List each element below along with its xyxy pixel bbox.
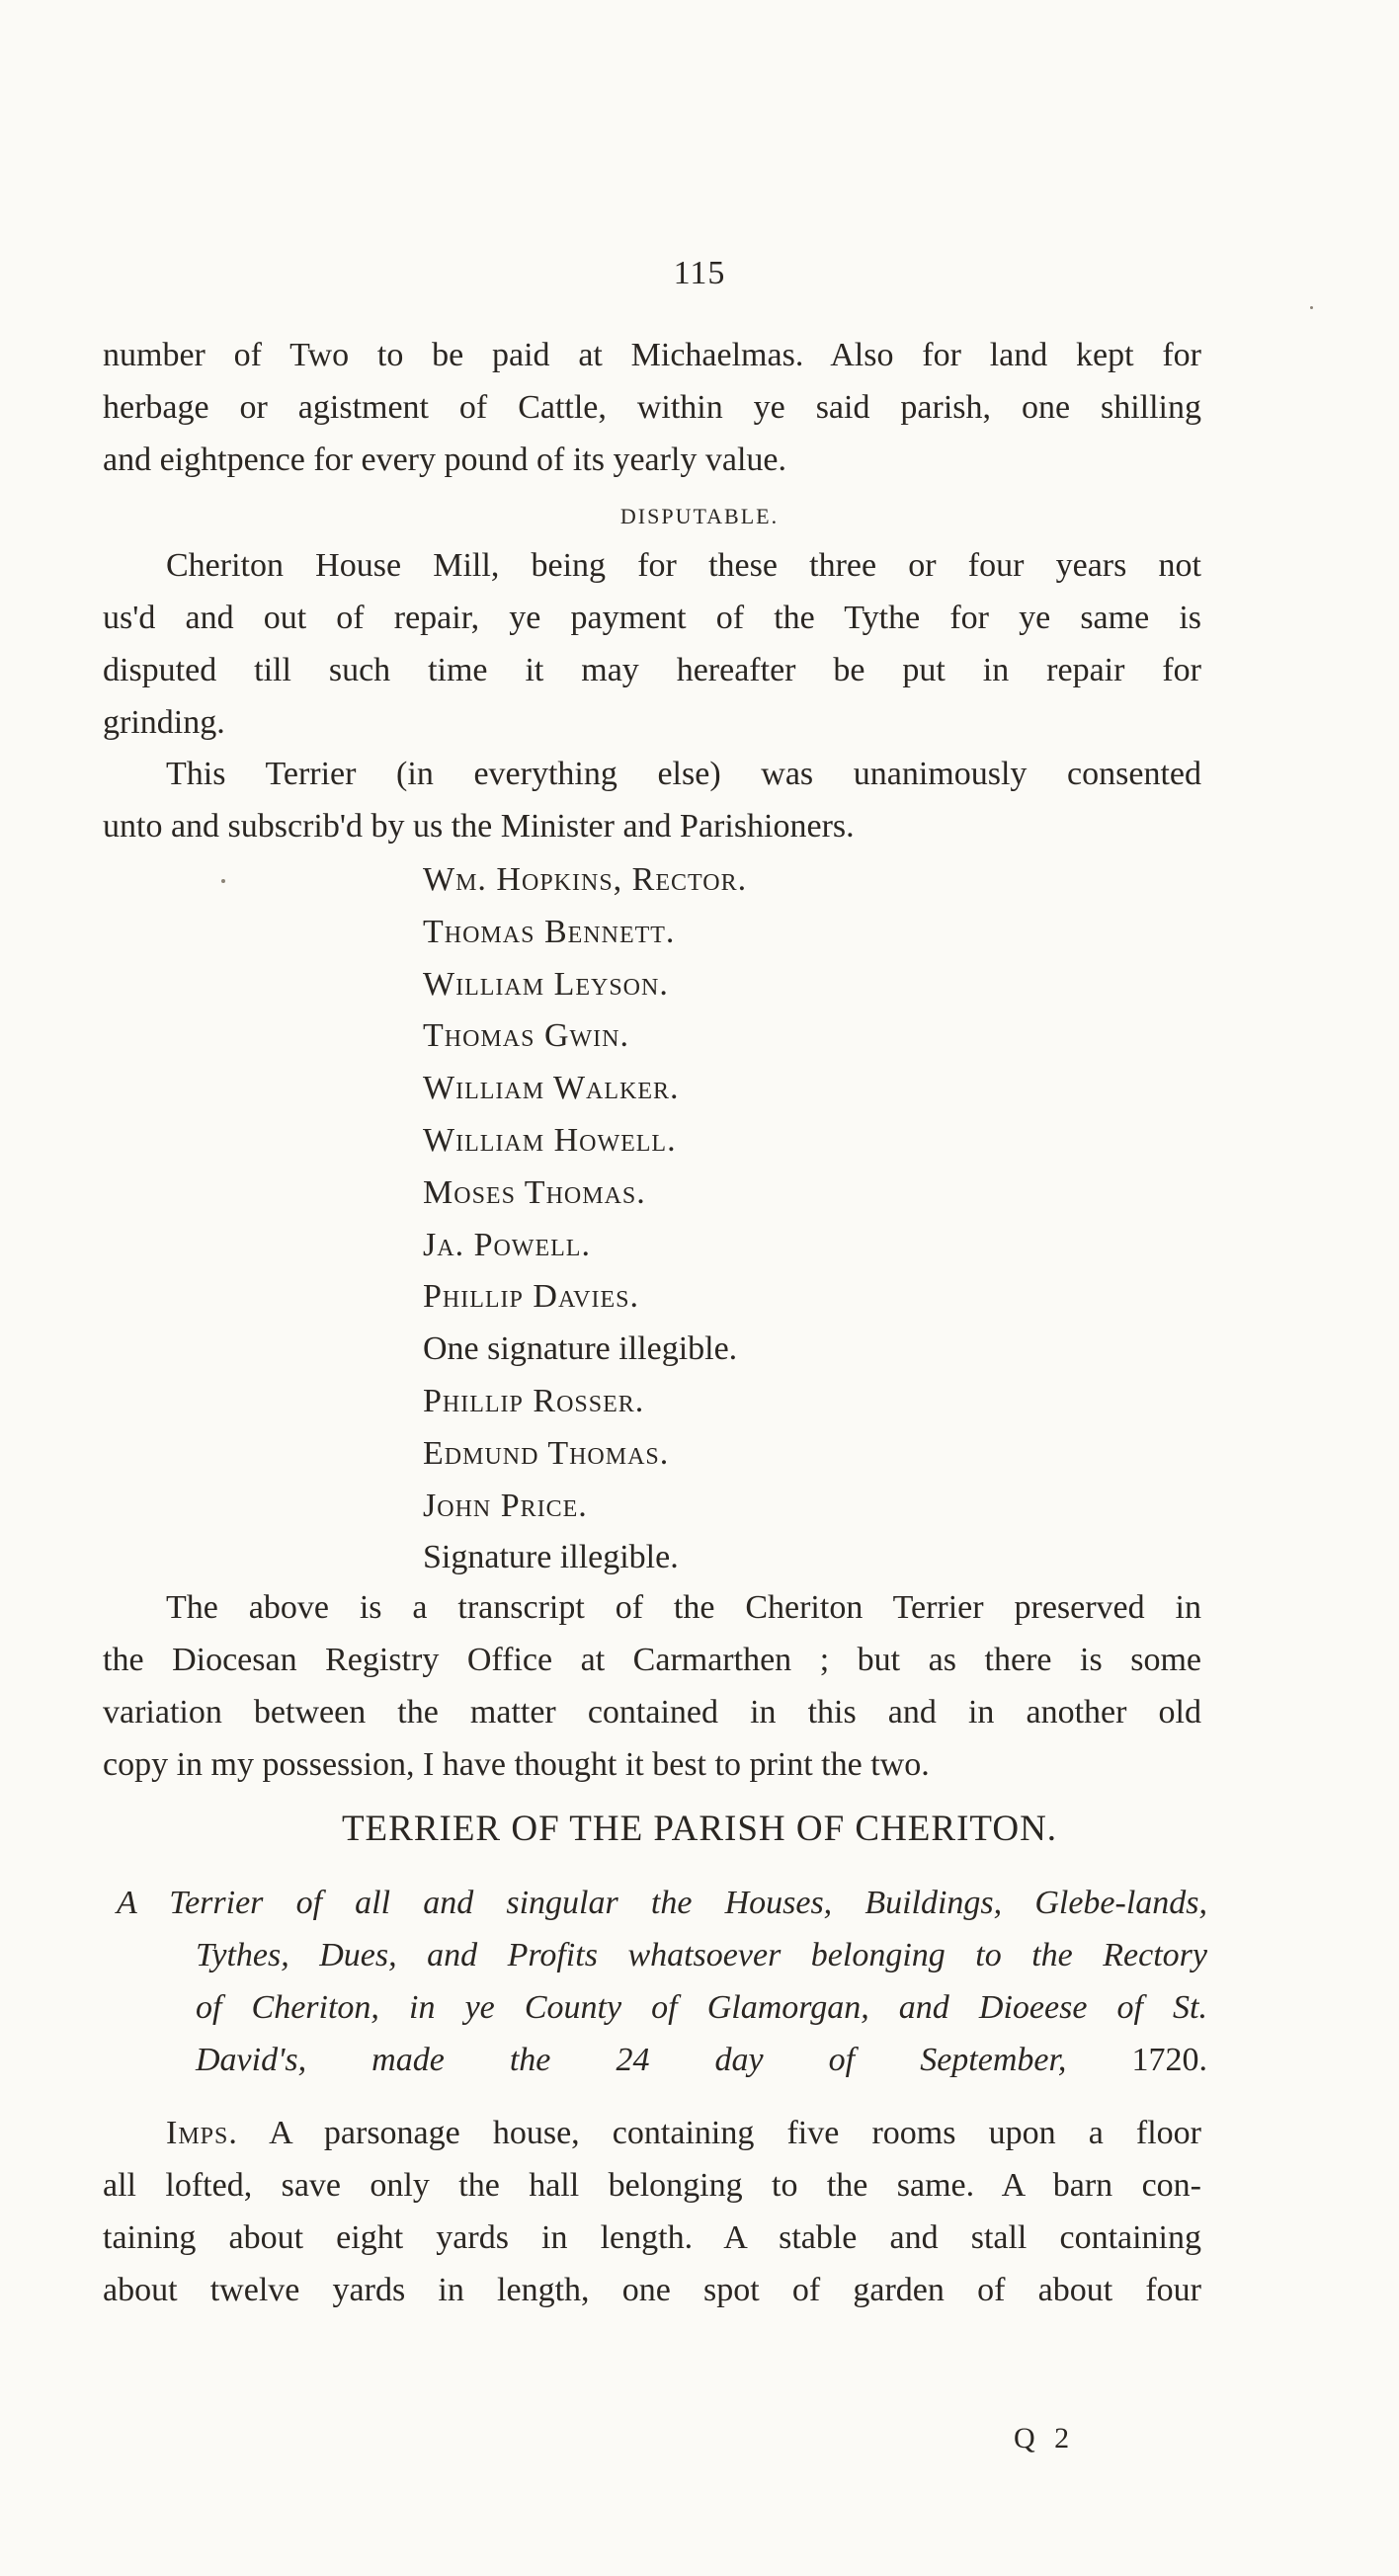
text-line: A Terrier of all and singular the Houses, Buildings, Glebe-lands, [117, 1885, 1207, 1921]
text-line: us'd and out of repair, ye payment of the Tythe for ye same is [103, 600, 1201, 636]
signature-entry: Wm. Hopkins, Rector. [423, 861, 748, 898]
signature-entry: William Walker. [423, 1070, 680, 1107]
signature-entry: Edmund Thomas. [423, 1434, 670, 1472]
signature-entry: Ja. Powell. [423, 1226, 591, 1263]
text-line: variation between the matter contained in this and in another old [103, 1694, 1201, 1731]
subtitle-date-text: David's, made the 24 day of September, [196, 2042, 1067, 2078]
text-line: unto and subscrib'd by us the Minister and Parishioners. [103, 808, 855, 845]
text-line: and eightpence for every pound of its yearly value. [103, 442, 787, 478]
signature-list [423, 854, 747, 1584]
paper-speck [221, 879, 225, 883]
signature-entry: William Howell. [423, 1121, 677, 1159]
disputable-paragraph [103, 539, 1201, 749]
transcript-note-paragraph [103, 1581, 1201, 1791]
text-line: number of Two to be paid at Michaelmas. Also for land kept for [103, 337, 1201, 373]
signature-entry: William Leyson. [423, 965, 669, 1003]
text-line: of Cheriton, in ye County of Glamorgan, and Dioeese of St. [196, 1989, 1207, 2026]
text-line: The above is a transcript of the Cheriton Terrier preserved in [166, 1589, 1201, 1626]
text-line: Cheriton House Mill, being for these three or four years not [166, 547, 1201, 584]
text-line: the Diocesan Registry Office at Carmarthen ; but as there is some [103, 1642, 1201, 1678]
signature-entry: John Price. [423, 1487, 588, 1524]
imps-label: Imps. [166, 2115, 238, 2151]
text-line [117, 2034, 1207, 2086]
section-title: TERRIER OF THE PARISH OF CHERITON. [341, 1809, 1058, 1849]
disputable-heading: DISPUTABLE. [619, 504, 780, 528]
text-line: copy in my possession, I have thought it best to print the two. [103, 1746, 930, 1783]
signature-entry: Phillip Davies. [423, 1278, 640, 1316]
text-line: grinding. [103, 704, 225, 741]
signature-mark: Q 2 [1014, 2422, 1076, 2455]
text-line: herbage or agistment of Cattle, within ye said parish, one shilling [103, 389, 1201, 426]
subtitle-year: 1720. [1131, 2042, 1207, 2078]
text-line: This Terrier (in everything else) was unanimously consented [166, 756, 1201, 792]
text-line: about twelve yards in length, one spot of garden of about four [103, 2272, 1201, 2308]
signature-entry: Moses Thomas. [423, 1173, 646, 1211]
signature-entry: Thomas Bennett. [423, 913, 676, 950]
consent-paragraph [103, 748, 1201, 852]
text-line [103, 2107, 1201, 2159]
imps-paragraph [103, 2107, 1201, 2316]
signature-entry: Thomas Gwin. [423, 1017, 629, 1055]
page-number: 115 [673, 255, 726, 291]
text-line: Tythes, Dues, and Profits whatsoever belonging to the Rectory [196, 1937, 1207, 1973]
text-line: disputed till such time it may hereafter be put in repair for [103, 652, 1201, 688]
imps-first-line: A parsonage house, containing five rooms upon a floor [269, 2115, 1201, 2151]
terrier-subtitle [117, 1877, 1207, 2086]
paper-speck [1310, 306, 1313, 309]
text-line: taining about eight yards in length. A stable and stall containing [103, 2219, 1201, 2256]
text-line: all lofted, save only the hall belonging to the same. A barn con- [103, 2167, 1201, 2204]
signature-entry: Signature illegible. [423, 1539, 679, 1576]
signature-entry: One signature illegible. [423, 1330, 738, 1368]
opening-paragraph [103, 329, 1201, 486]
signature-entry: Phillip Rosser. [423, 1382, 645, 1419]
